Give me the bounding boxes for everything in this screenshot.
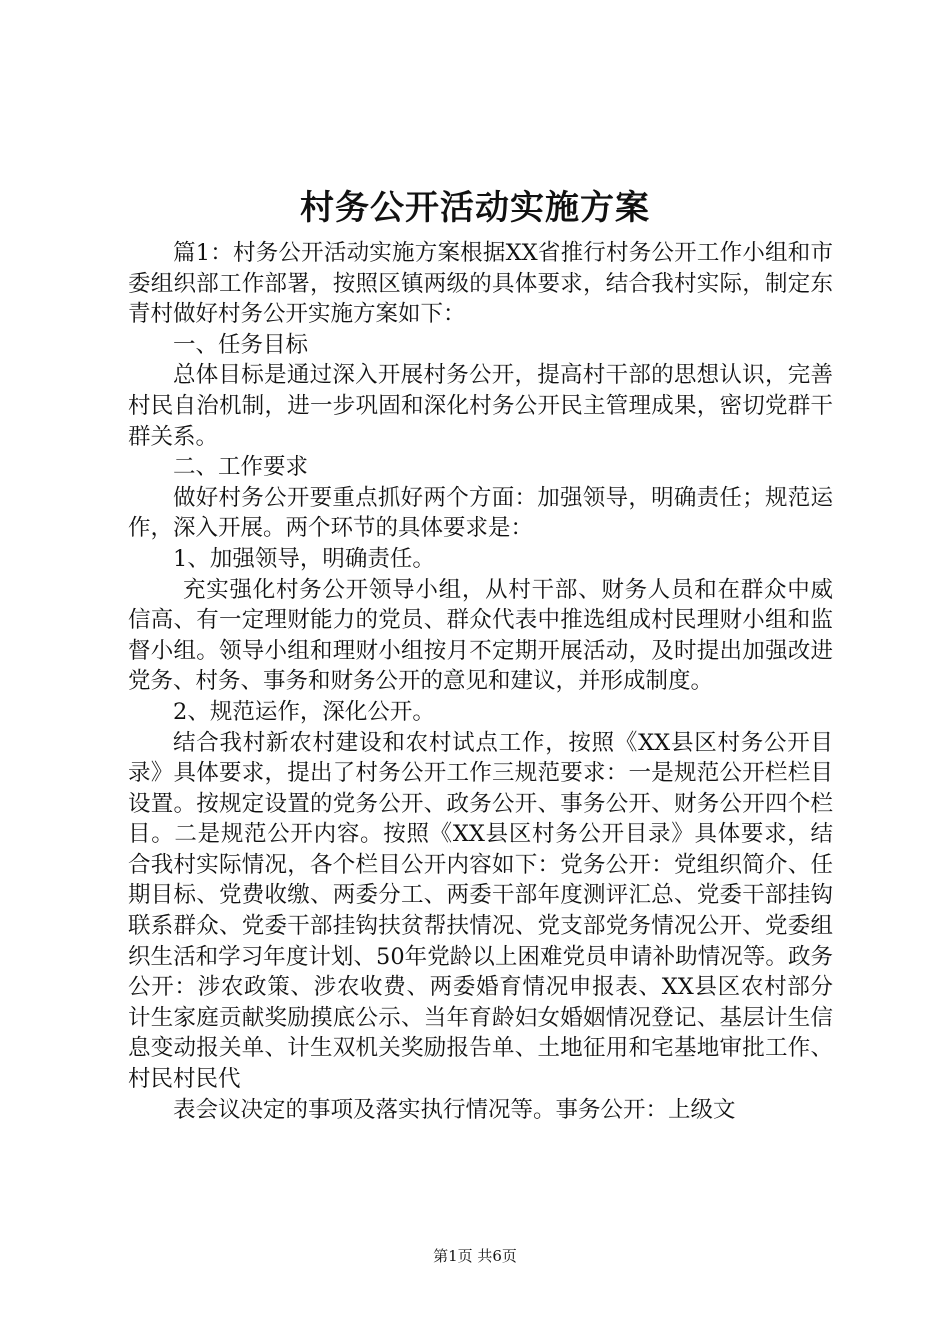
paragraph-leadership-detail: 充实强化村务公开领导小组，从村干部、财务人员和在群众中威信高、有一定理财能力的党员、群众代表中推选组成村民理财小组和监督小组。领导小组和理财小组按月不定期开展活动，及时提出加强改进党务、村务、事务和财务公开的意见和建议，并形成制度。 [128,576,833,695]
section-heading-task-goal: 一、任务目标 [173,331,309,358]
paragraph-overall-goal: 总体目标是通过深入开展村务公开，提高村干部的思想认识，完善村民自治机制，进一步巩固和深化村务公开民主管理成果，密切党群干群关系。 [128,362,833,450]
document-title: 村务公开活动实施方案 [300,188,650,228]
paragraph-two-aspects: 做好村务公开要重点抓好两个方面：加强领导，明确责任；规范运作，深入开展。两个环节的具体要求是： [128,484,833,542]
subheading-standardize: 2、规范运作，深化公开。 [173,698,435,725]
document-body [128,238,833,1125]
paragraph-continued: 表会议决定的事项及落实执行情况等。事务公开：上级文 [173,1096,736,1123]
subheading-leadership: 1、加强领导，明确责任。 [173,545,435,572]
section-heading-work-requirements: 二、工作要求 [173,454,309,481]
paragraph-standardize-detail: 结合我村新农村建设和农村试点工作，按照《XX县区村务公开目录》具体要求，提出了村务公开工作三规范要求：一是规范公开栏栏目设置。按规定设置的党务公开、政务公开、事务公开、财务公开四个栏目。二是规范公开内容。按照《XX县区村务公开目录》具体要求，结合我村实际情况，各个栏目公开内容如下：党务公开：党组织简介、任期目标、党费收缴、两委分工、两委干部年度测评汇总、党委干部挂钩联系群众、党委干部挂钩扶贫帮扶情况、党支部党务情况公开、党委组织生活和学习年度计划、50年党龄以上困难党员申请补助情况等。政务公开：涉农政策、涉农收费、两委婚育情况申报表、XX县区农村部分计生家庭贡献奖励摸底公示、当年育龄妇女婚姻情况登记、基层计生信息变动报关单、计生双机关奖励报告单、土地征用和宅基地审批工作、村民村民代 [128,729,833,1093]
page-footer: 第1页 共6页 [433,1247,517,1265]
paragraph-intro: 篇1：村务公开活动实施方案根据XX省推行村务公开工作小组和市委组织部工作部署，按照区镇两级的具体要求，结合我村实际，制定东青村做好村务公开实施方案如下： [128,240,833,328]
